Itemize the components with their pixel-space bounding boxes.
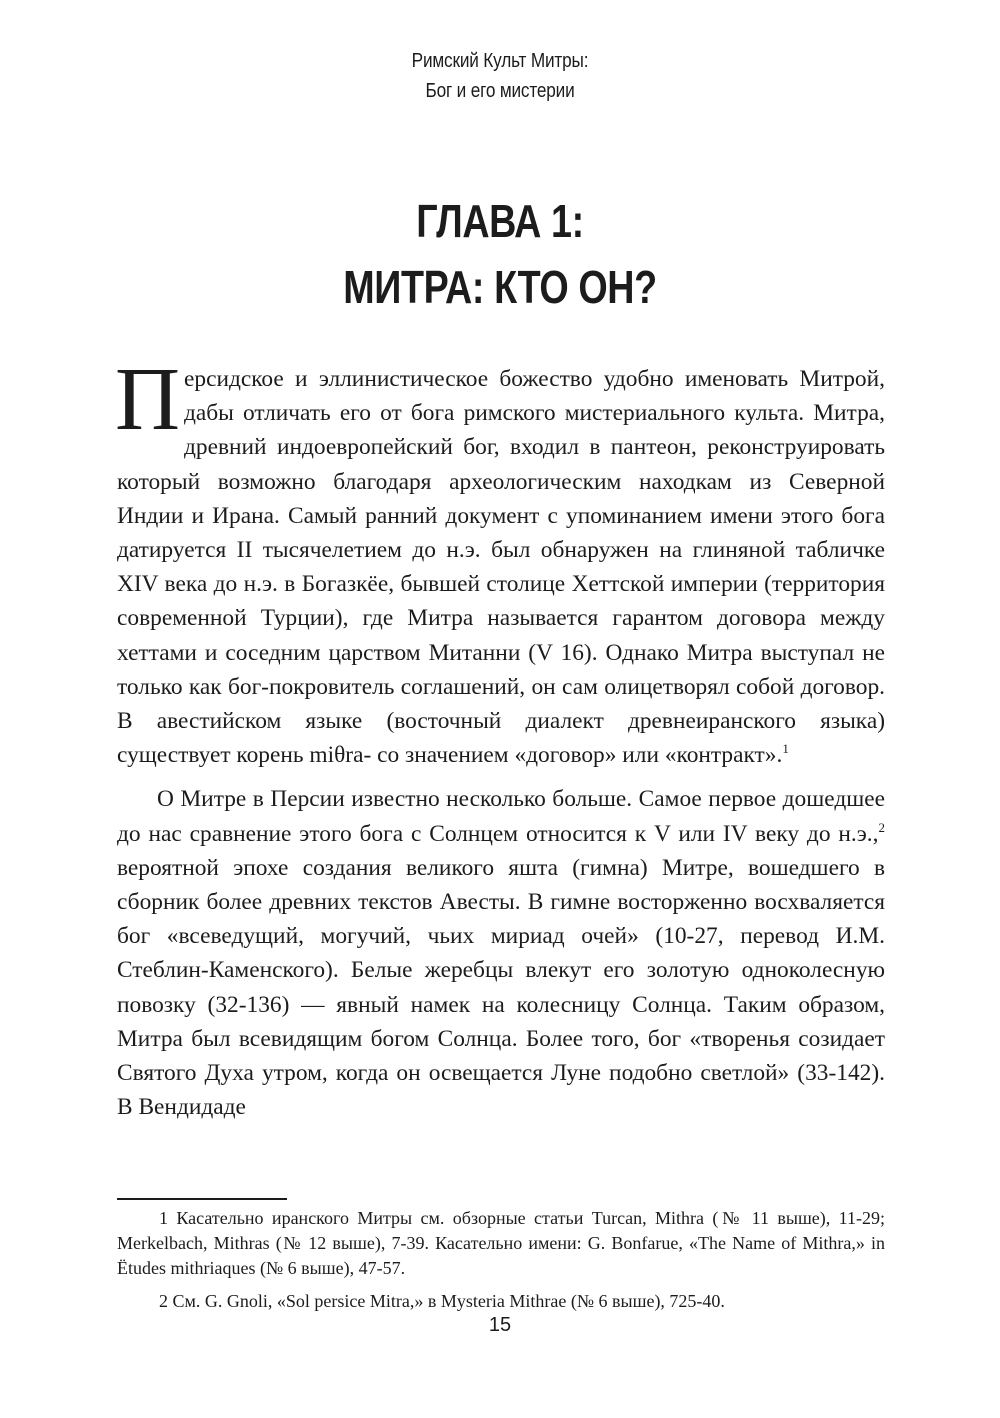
paragraph-1-text: ерсидское и эллинистическое божество удобно именовать Митрой, дабы отличать его от бога римского мистериального культа. Митра, древний индоевропейский бог, входил в пантеон, реконструировать который возможно благодаря археологическим находкам из Северной Индии и Ирана. Самый ранний документ с упоминанием имени этого бога датируется II тысячелетием до н.э. был обнаружен на глиняной табличке XIV века до н.э. в Богазкёе, бывшей столице Хеттской империи (территория современной Турции), где Митра называется гарантом договора между хеттами и соседним царством Митанни (V 16). Однако Митра выступал не только как бог-покровитель соглашений, он сам олицетворял собой договор. В авестийском языке (восточный диалект древнеиранского языка) существует корень miθra- со значением «договор» или «контракт». bbox=[117, 366, 885, 769]
footnote-1: 1 Касательно иранского Митры см. обзорные статьи Turcan, Mithra (№ 11 выше), 11-29; Merkelbach, Mithras (№ 12 выше), 7-39. Касательно имени: G. Bonfarue, «The Name of Mithra,» in Ëtudes mithriaques (№ 6 выше), 47-57. bbox=[117, 1208, 885, 1278]
running-head bbox=[70, 46, 930, 106]
paragraph-1 bbox=[115, 350, 885, 772]
footnote-ref-2: 2 bbox=[878, 819, 885, 835]
page-number: 15 bbox=[488, 1314, 512, 1336]
paragraph-2-text-b: вероятной эпохе создания великого яшта (гимна) Митре, вошедшего в сборник более древних текстов Авесты. В гимне восторженно восхваляется бог «всеведущий, могучий, чьих мириад очей» (10-27, перевод И.М. Стеблин-Каменского). Белые жеребцы влекут его золотую одноколесную повозку (32-136) — явный намек на колесницу Солнца. Таким образом, Митра был всевидящим богом Солнца. Более того, бог «творенья созидает Святого Духа утром, когда он освещается Луне подобно светлой» (33-142). В Вендидаде bbox=[117, 854, 885, 1121]
running-head-line-1: Римский Культ Митры: bbox=[411, 50, 589, 72]
footnote-separator bbox=[117, 1198, 287, 1200]
footnote-ref-1: 1 bbox=[782, 741, 789, 757]
drop-cap: П bbox=[115, 350, 180, 449]
paragraph-2-text-a: О Митре в Персии известно несколько больше. Самое первое дошедшее до нас сравнение этого бога с Солнцем относится к V или IV веку до н.э., bbox=[117, 786, 885, 847]
chapter-title-line-1: ГЛАВА 1: bbox=[416, 195, 584, 247]
footnote-2: 2 См. G. Gnoli, «Sol persice Mitra,» в Mysteria Mithrae (№ 6 выше), 725-40. bbox=[159, 1291, 725, 1311]
paragraph-2 bbox=[117, 782, 885, 1124]
chapter-title-line-2: МИТРА: КТО ОН? bbox=[343, 261, 657, 313]
running-head-line-2: Бог и его мистерии bbox=[425, 80, 575, 102]
body-text bbox=[115, 350, 885, 1124]
footnotes bbox=[117, 1206, 885, 1322]
chapter-title bbox=[90, 188, 910, 320]
